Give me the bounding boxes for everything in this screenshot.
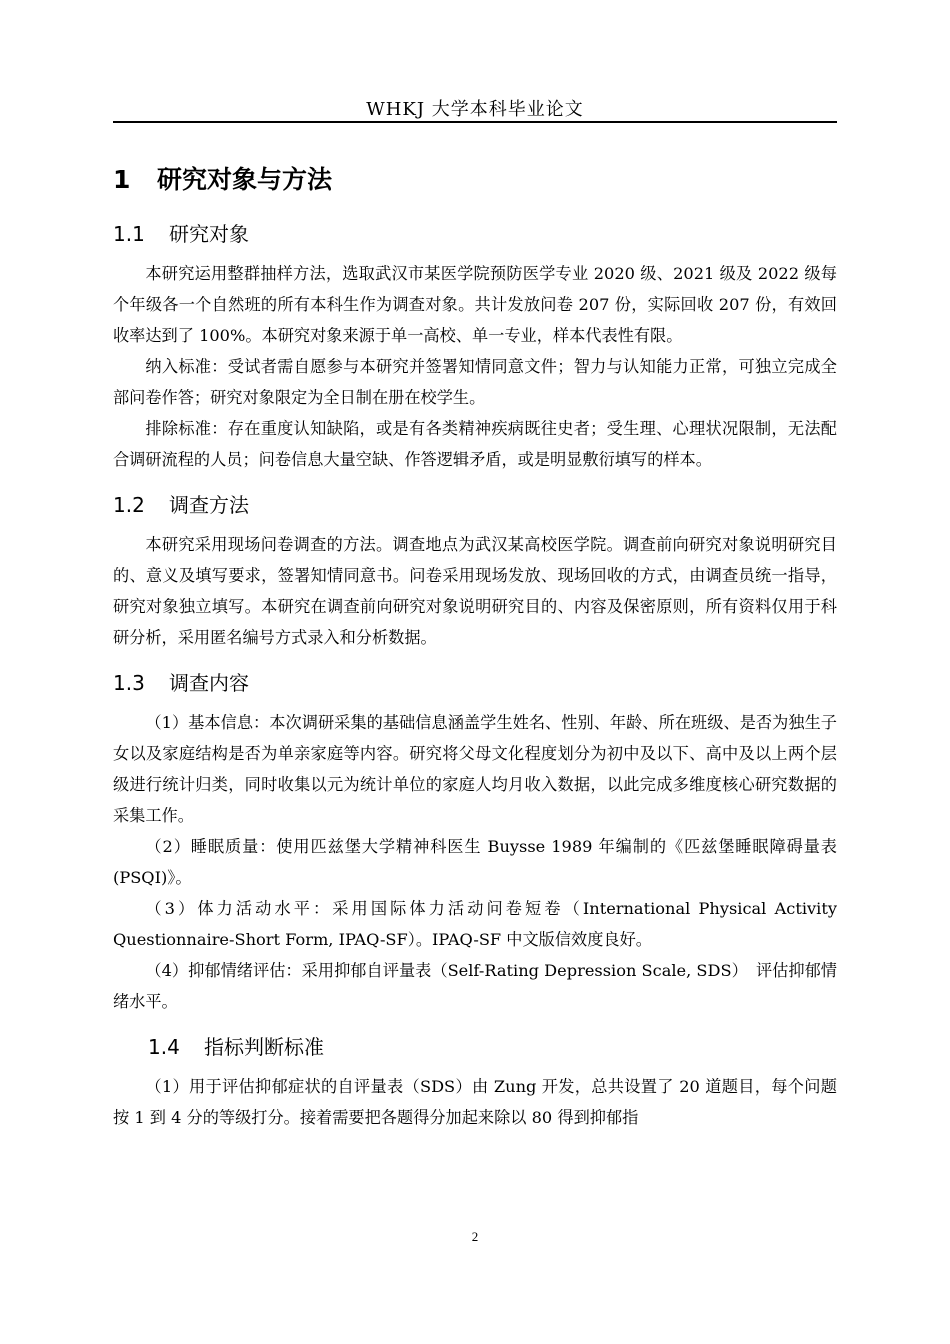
section-title: 研究对象 — [169, 222, 249, 246]
section-title: 调查内容 — [169, 671, 249, 695]
section-heading — [113, 1027, 837, 1067]
header-rule — [113, 121, 837, 123]
section-heading — [113, 485, 837, 525]
section-number: 1.1 — [113, 222, 145, 246]
section-1-1 — [113, 214, 837, 475]
paragraph: （1）基本信息：本次调研采集的基础信息涵盖学生姓名、性别、年龄、所在班级、是否为独生子女以及家庭结构是否为单亲家庭等内容。研究将父母文化程度划分为初中及以下、高中及以上两个层级进行统计归类，同时收集以元为统计单位的家庭人均月收入数据，以此完成多维度核心研究数据的采集工作。 — [113, 713, 837, 825]
chapter-number: 1 — [113, 165, 131, 194]
page-content — [113, 160, 837, 1143]
chapter-title: 研究对象与方法 — [157, 165, 333, 194]
paragraph: 纳入标准：受试者需自愿参与本研究并签署知情同意文件；智力与认知能力正常，可独立完成全部问卷作答；研究对象限定为全日制在册在校学生。 — [113, 357, 837, 407]
section-number: 1.4 — [148, 1035, 180, 1059]
paragraph: （4）抑郁情绪评估：采用抑郁自评量表（Self-Rating Depression Scale, SDS） 评估抑郁情绪水平。 — [113, 961, 837, 1011]
section-1-2 — [113, 485, 837, 653]
section-heading — [113, 663, 837, 703]
chapter-heading — [113, 160, 837, 200]
section-title: 指标判断标准 — [204, 1035, 324, 1059]
section-number: 1.3 — [113, 671, 145, 695]
paragraph: （1）用于评估抑郁症状的自评量表（SDS）由 Zung 开发，总共设置了 20 道题目，每个问题按 1 到 4 分的等级打分。接着需要把各题得分加起来除以 80 得到抑郁指 — [113, 1077, 837, 1127]
running-header: WHKJ 大学本科毕业论文 — [366, 99, 584, 120]
section-1-3 — [113, 663, 837, 1017]
page-number: 2 — [471, 1229, 479, 1244]
section-1-4 — [113, 1027, 837, 1133]
section-number: 1.2 — [113, 493, 145, 517]
paragraph: 本研究采用现场问卷调查的方法。调查地点为武汉某高校医学院。调查前向研究对象说明研究目的、意义及填写要求，签署知情同意书。问卷采用现场发放、现场回收的方式，由调查员统一指导，研究对象独立填写。本研究在调查前向研究对象说明研究目的、内容及保密原则，所有资料仅用于科研分析，采用匿名编号方式录入和分析数据。 — [113, 535, 837, 647]
paragraph: 本研究运用整群抽样方法，选取武汉市某医学院预防医学专业 2020 级、2021 级及 2022 级每个年级各一个自然班的所有本科生作为调查对象。共计发放问卷 207 份，实际回收 207 份，有效回收率达到了 100%。本研究对象来源于单一高校、单一专业，样本代表性有限。 — [113, 264, 837, 345]
paragraph: （2）睡眠质量：使用匹兹堡大学精神科医生 Buysse 1989 年编制的《匹兹堡睡眠障碍量表(PSQI)》。 — [113, 837, 837, 887]
paragraph: 排除标准：存在重度认知缺陷，或是有各类精神疾病既往史者；受生理、心理状况限制，无法配合调研流程的人员；问卷信息大量空缺、作答逻辑矛盾，或是明显敷衍填写的样本。 — [113, 419, 837, 469]
paragraph: （3）体力活动水平：采用国际体力活动问卷短卷（International Physical Activity Questionnaire-Short Form, IPAQ-SF）。IPAQ-SF 中文版信效度良好。 — [113, 899, 837, 949]
section-title: 调查方法 — [169, 493, 249, 517]
section-heading — [113, 214, 837, 254]
